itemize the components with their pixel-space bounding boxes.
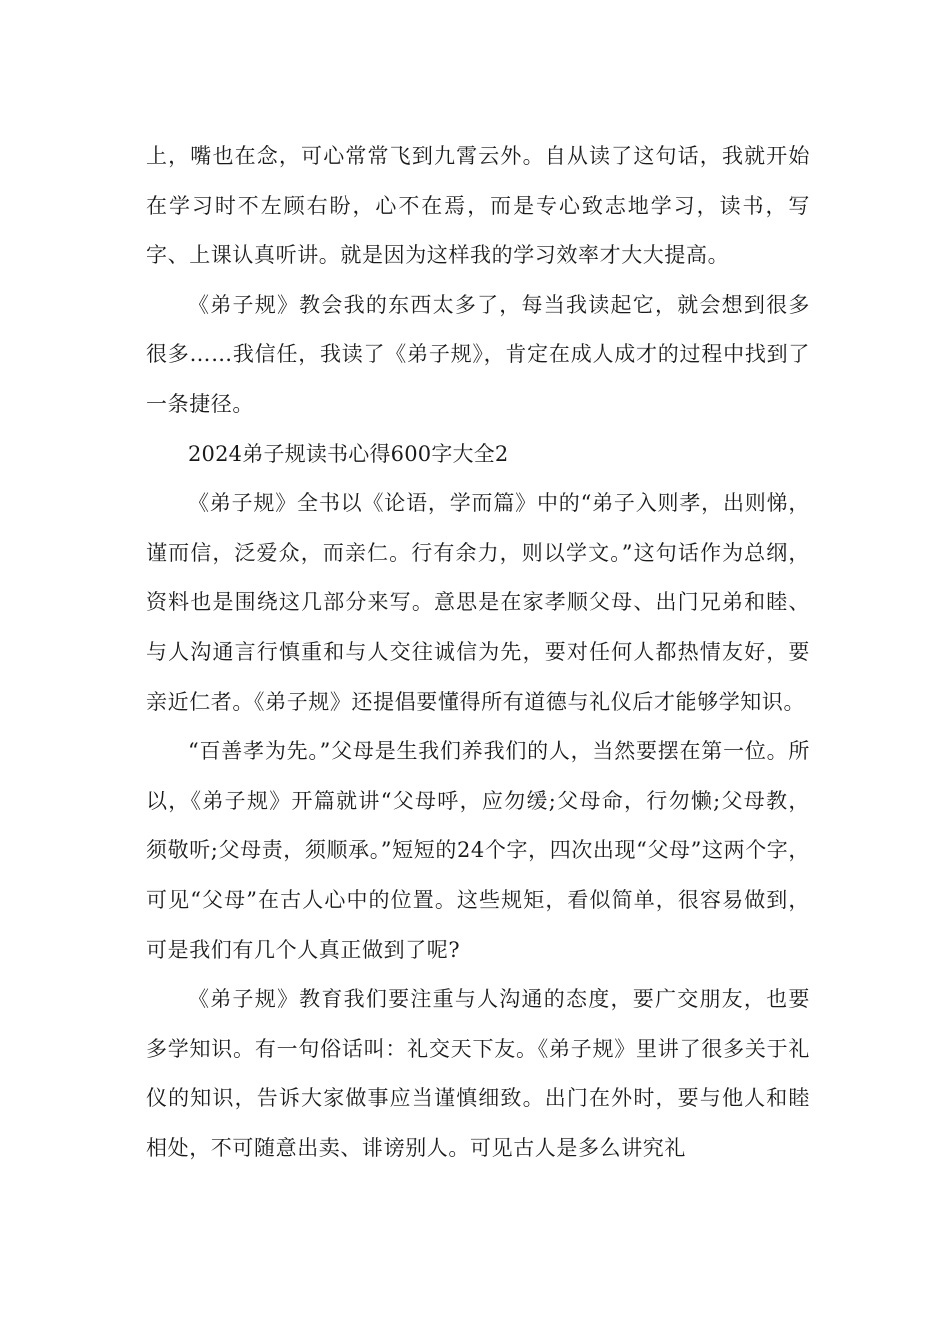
- paragraph-overview: 《弟子规》全书以《论语，学而篇》中的“弟子入则孝，出则悌，谨而信，泛爱众，而亲仁。行有余力，则以学文。”这句话作为总纲，资料也是围绕这几部分来写。意思是在家孝顺父母、出门兄弟和睦、与人沟通言行慎重和与人交往诚信为先，要对任何人都热情友好，要亲近仁者。《弟子规》还提倡要懂得所有道德与礼仪后才能够学知识。: [146, 491, 810, 714]
- document-body: [146, 132, 810, 1173]
- paragraph-etiquette: 《弟子规》教育我们要注重与人沟通的态度，要广交朋友，也要多学知识。有一句俗话叫：礼交天下友。《弟子规》里讲了很多关于礼仪的知识，告诉大家做事应当谨慎细致。出门在外时，要与他人和睦相处，不可随意出卖、诽谤别人。可见古人是多么讲究礼: [146, 987, 810, 1160]
- paragraph-continuation: 上，嘴也在念，可心常常飞到九霄云外。自从读了这句话，我就开始在学习时不左顾右盼，心不在焉，而是专心致志地学习，读书，写字、上课认真听讲。就是因为这样我的学习效率才大大提高。: [146, 144, 810, 268]
- section-heading: 2024弟子规读书心得600字大全2: [188, 441, 509, 466]
- paragraph-filial-piety: “百善孝为先。”父母是生我们养我们的人，当然要摆在第一位。所以，《弟子规》开篇就讲“父母呼，应勿缓;父母命，行勿懒;父母教，须敬听;父母责，须顺承。”短短的24个字，四次出现“父母”这两个字，可见“父母”在古人心中的位置。这些规矩，看似简单，很容易做到，可是我们有几个人真正做到了呢?: [146, 739, 810, 962]
- paragraph-conclusion: 《弟子规》教会我的东西太多了，每当我读起它，就会想到很多很多……我信任，我读了《弟子规》，肯定在成人成才的过程中找到了一条捷径。: [146, 292, 810, 416]
